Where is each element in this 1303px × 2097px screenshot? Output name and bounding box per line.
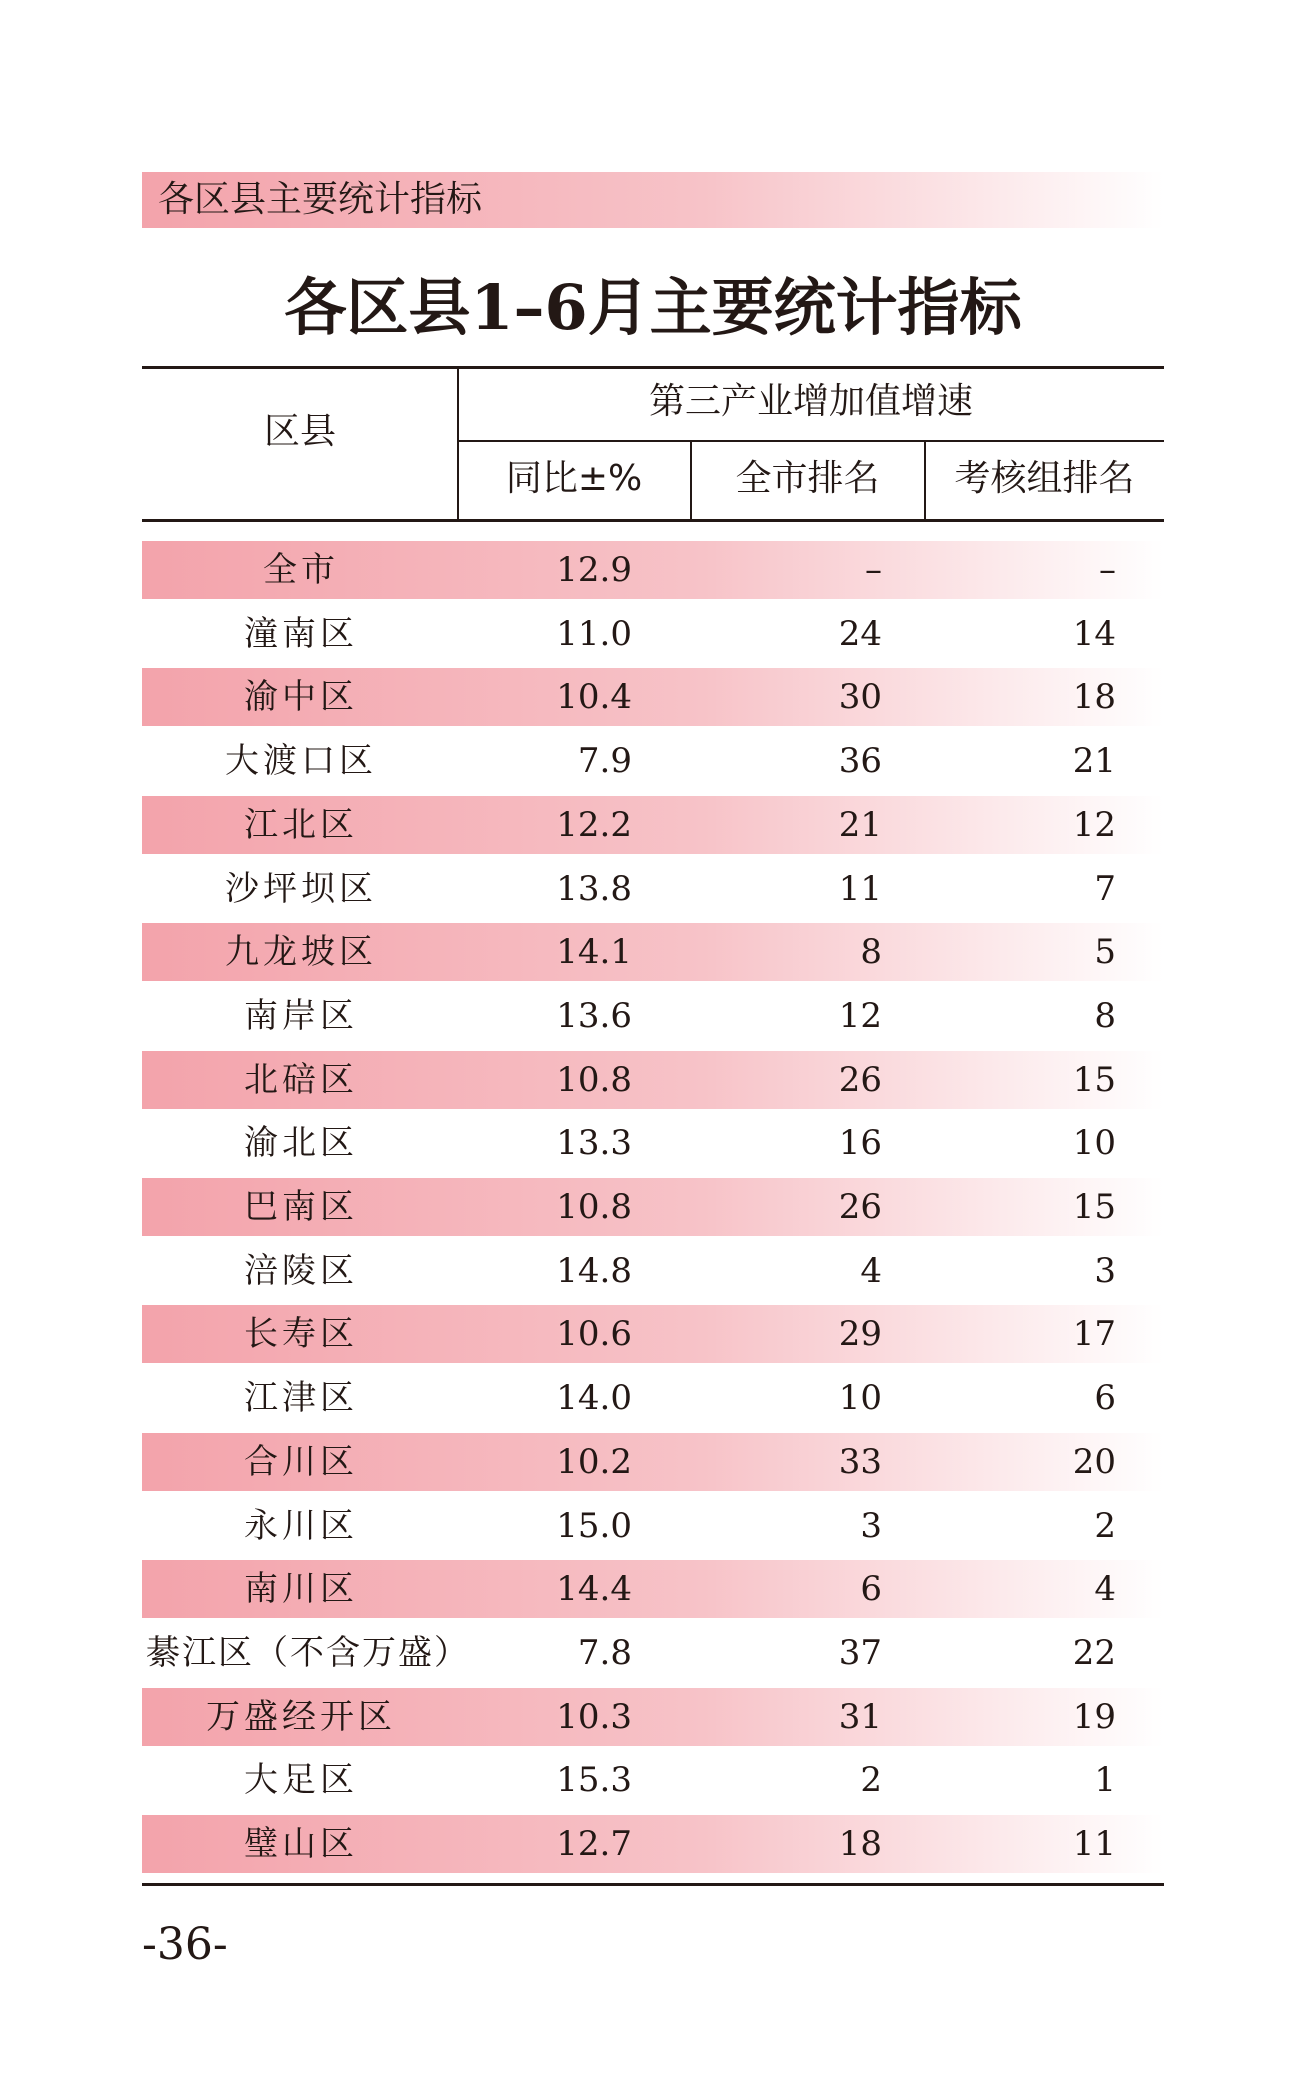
yoy-cell: 12.9 [556, 550, 632, 590]
table-row [142, 1688, 1164, 1746]
table-row [142, 732, 1164, 790]
table-row [142, 1369, 1164, 1427]
yoy-cell: 14.8 [556, 1250, 632, 1291]
city-rank-cell: 18 [838, 1824, 882, 1864]
yoy-cell: 12.2 [556, 804, 632, 845]
group-rank-cell: 10 [1072, 1123, 1116, 1164]
yoy-cell: 7.8 [577, 1632, 632, 1673]
table-row [142, 1242, 1164, 1300]
table-row [142, 1114, 1164, 1172]
group-rank-cell: 4 [1094, 1569, 1116, 1610]
table-top-rule [142, 366, 1164, 369]
yoy-cell: 10.3 [556, 1696, 632, 1737]
region-cell: 全市 [263, 550, 339, 590]
group-rank-cell: 15 [1072, 1187, 1116, 1227]
city-rank-cell: 29 [838, 1314, 882, 1355]
group-rank-cell: 19 [1072, 1696, 1116, 1737]
group-rank-cell: 18 [1072, 677, 1116, 718]
table-row [142, 987, 1164, 1045]
region-cell: 江北区 [244, 804, 358, 845]
group-rank-cell: 1 [1094, 1760, 1116, 1801]
city-rank-cell: 12 [838, 995, 882, 1036]
region-cell: 璧山区 [244, 1824, 358, 1864]
header-group: 第三产业增加值增速 [648, 381, 973, 422]
yoy-cell: 13.8 [556, 868, 632, 909]
region-cell: 潼南区 [244, 613, 358, 654]
city-rank-cell: 11 [838, 868, 882, 909]
group-rank-cell: 14 [1072, 613, 1116, 654]
table-row [142, 1433, 1164, 1491]
city-rank-cell: 36 [838, 741, 882, 782]
table-row [142, 668, 1164, 726]
yoy-cell: 10.8 [556, 1187, 632, 1227]
yoy-cell: 15.3 [556, 1760, 632, 1801]
region-cell: 沙坪坝区 [225, 868, 377, 909]
table-row [142, 923, 1164, 981]
city-rank-cell: 33 [838, 1441, 882, 1482]
city-rank-cell: 6 [860, 1569, 882, 1610]
yoy-cell: 13.6 [556, 995, 632, 1036]
yoy-cell: 13.3 [556, 1123, 632, 1164]
group-rank-cell: 15 [1072, 1059, 1116, 1100]
group-rank-cell: 7 [1094, 868, 1116, 909]
table-row [142, 605, 1164, 663]
city-rank-cell: 26 [838, 1059, 882, 1100]
region-cell: 渝中区 [244, 677, 358, 718]
group-rank-cell: 8 [1094, 995, 1116, 1036]
group-rank-cell: 3 [1094, 1250, 1116, 1291]
yoy-cell: 14.4 [556, 1569, 632, 1610]
table-row [142, 1560, 1164, 1618]
city-rank-cell: 26 [838, 1187, 882, 1227]
region-cell: 长寿区 [244, 1314, 358, 1355]
yoy-cell: 10.8 [556, 1059, 632, 1100]
region-cell: 綦江区（不含万盛） [146, 1632, 470, 1673]
yoy-cell: 11.0 [556, 613, 632, 654]
section-banner [142, 172, 1164, 228]
region-cell: 北碚区 [244, 1059, 358, 1100]
yoy-cell: 10.4 [556, 677, 632, 718]
table-row [142, 1624, 1164, 1682]
group-rank-cell: – [1099, 550, 1116, 590]
region-cell: 永川区 [244, 1505, 358, 1546]
yoy-cell: 15.0 [556, 1505, 632, 1546]
header-bottom-rule [142, 519, 1164, 522]
table-row [142, 796, 1164, 854]
yoy-cell: 10.6 [556, 1314, 632, 1355]
table-row [142, 1305, 1164, 1363]
group-rank-cell: 2 [1094, 1505, 1116, 1546]
city-rank-cell: 4 [860, 1250, 882, 1291]
table-row [142, 1051, 1164, 1109]
region-cell: 渝北区 [244, 1123, 358, 1164]
group-rank-cell: 17 [1072, 1314, 1116, 1355]
group-rank-cell: 12 [1072, 804, 1116, 845]
city-rank-cell: 16 [838, 1123, 882, 1164]
yoy-cell: 14.1 [556, 932, 632, 973]
city-rank-cell: 24 [838, 613, 882, 654]
city-rank-cell: 31 [838, 1696, 882, 1737]
yoy-cell: 10.2 [556, 1441, 632, 1482]
region-cell: 涪陵区 [244, 1250, 358, 1291]
city-rank-cell: 37 [838, 1632, 882, 1673]
city-rank-cell: 8 [860, 932, 882, 973]
group-rank-cell: 21 [1072, 741, 1116, 782]
header-group-rule [458, 440, 1164, 442]
table-row [142, 1815, 1164, 1873]
group-rank-cell: 11 [1072, 1824, 1116, 1864]
city-rank-cell: 30 [838, 677, 882, 718]
page-title: 各区县1–6月主要统计指标 [284, 271, 1022, 344]
header-yoy: 同比±% [505, 458, 643, 499]
region-cell: 万盛经开区 [206, 1696, 396, 1737]
table-row [142, 541, 1164, 599]
table-row [142, 1751, 1164, 1809]
city-rank-cell: 2 [860, 1760, 882, 1801]
table-bottom-rule [142, 1883, 1164, 1886]
page-number: -36- [142, 1919, 228, 1970]
group-rank-cell: 22 [1072, 1632, 1116, 1673]
city-rank-cell: 10 [838, 1378, 882, 1419]
yoy-cell: 12.7 [556, 1824, 632, 1864]
region-cell: 南岸区 [244, 995, 358, 1036]
section-banner-label: 各区县主要统计指标 [158, 179, 483, 220]
region-cell: 南川区 [244, 1569, 358, 1610]
yoy-cell: 7.9 [577, 741, 632, 782]
region-cell: 合川区 [244, 1441, 358, 1482]
group-rank-cell: 5 [1094, 932, 1116, 973]
group-rank-cell: 20 [1072, 1441, 1116, 1482]
table-row [142, 1178, 1164, 1236]
region-cell: 大足区 [244, 1760, 358, 1801]
city-rank-cell: 21 [838, 804, 882, 845]
region-cell: 大渡口区 [225, 741, 377, 782]
region-cell: 江津区 [244, 1378, 358, 1419]
header-city-rank: 全市排名 [735, 458, 880, 499]
group-rank-cell: 6 [1094, 1378, 1116, 1419]
yoy-cell: 14.0 [556, 1378, 632, 1419]
city-rank-cell: – [865, 550, 882, 590]
region-cell: 巴南区 [244, 1187, 358, 1227]
table-row [142, 860, 1164, 918]
header-region: 区县 [263, 411, 336, 452]
city-rank-cell: 3 [860, 1505, 882, 1546]
region-cell: 九龙坡区 [225, 932, 377, 973]
table-row [142, 1497, 1164, 1555]
header-group-rank: 考核组排名 [954, 458, 1135, 499]
